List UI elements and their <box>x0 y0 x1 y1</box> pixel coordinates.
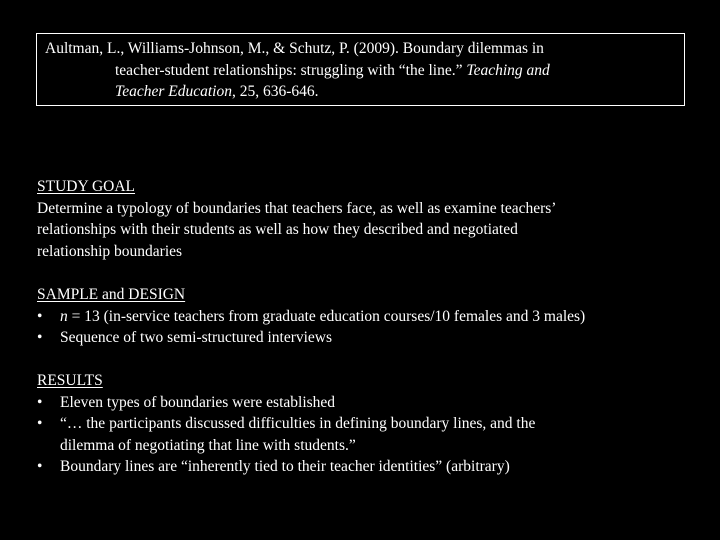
study-goal-section <box>37 176 707 262</box>
bullet-icon: • <box>37 415 43 432</box>
study-goal-line: relationships with their students as well as how they described and negotiated <box>37 221 518 238</box>
design-text: Sequence of two semi-structured interviews <box>60 329 333 346</box>
citation-line-2 <box>45 60 676 82</box>
study-goal-heading: STUDY GOAL <box>37 178 136 195</box>
result-text: Eleven types of boundaries were established <box>60 393 336 411</box>
citation-journal-part2: Teacher Education <box>115 83 232 100</box>
result-quote-line-1: “… the participants discussed difficulties in defining boundary lines, and the <box>60 415 536 432</box>
list-item <box>37 327 707 349</box>
citation-journal-part1: Teaching and <box>466 61 550 79</box>
list-item <box>37 413 707 456</box>
study-goal-line: Determine a typology of boundaries that teachers face, as well as examine teachers’ <box>37 199 557 217</box>
citation-box <box>36 33 685 106</box>
result-quote-line-2: dilemma of negotiating that line with students.” <box>60 436 356 454</box>
results-heading: RESULTS <box>37 372 103 389</box>
citation-volume-pages: , 25, 636-646. <box>231 83 319 100</box>
citation-title-text: teacher-student relationships: struggling with “the line.” <box>115 61 467 79</box>
sample-size-variable: n <box>60 307 68 325</box>
list-item <box>37 392 707 414</box>
results-list <box>37 392 707 478</box>
bullet-icon: • <box>37 393 43 411</box>
bullet-icon: • <box>37 329 43 346</box>
list-item <box>37 456 707 478</box>
bullet-icon: • <box>37 307 43 325</box>
bullet-icon: • <box>37 458 43 475</box>
citation-line-1: Aultman, L., Williams-Johnson, M., & Schutz, P. (2009). Boundary dilemmas in <box>45 40 544 57</box>
list-item <box>37 306 707 328</box>
citation-line-3 <box>45 81 676 103</box>
sample-design-section <box>37 284 707 349</box>
study-goal-line: relationship boundaries <box>37 242 183 260</box>
sample-design-heading: SAMPLE and DESIGN <box>37 286 186 303</box>
sample-size-text: = 13 (in-service teachers from graduate education courses/10 females and 3 males) <box>67 307 586 325</box>
results-section <box>37 370 707 478</box>
result-text: Boundary lines are “inherently tied to their teacher identities” (arbitrary) <box>60 458 510 475</box>
sample-design-list <box>37 306 707 349</box>
